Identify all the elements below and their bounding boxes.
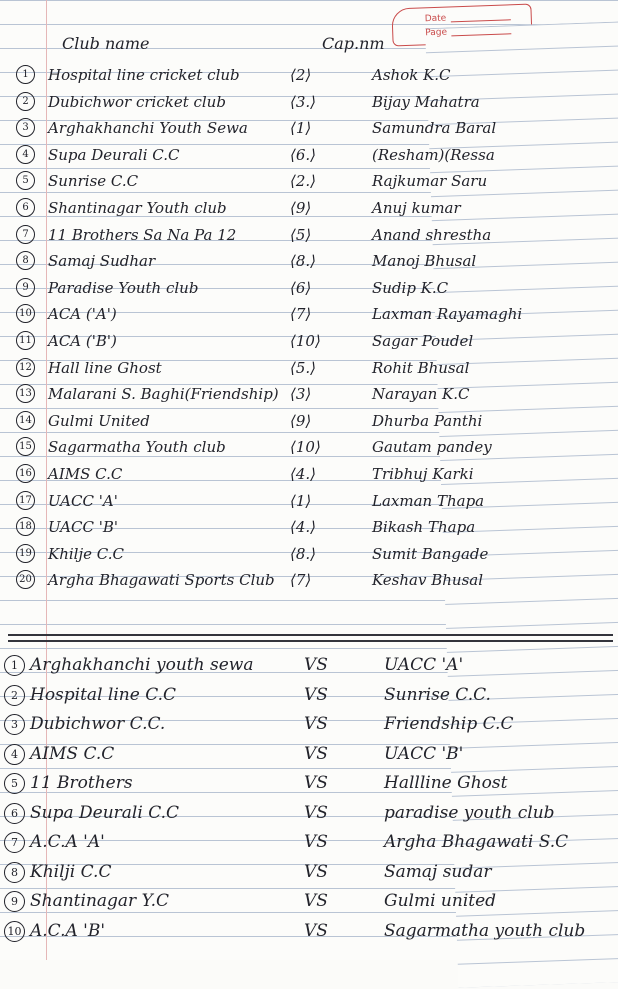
team-club-name: Samaj Sudhar bbox=[48, 252, 156, 271]
team-club-name: Sunrise C.C bbox=[48, 172, 139, 191]
fixture-vs: VS bbox=[304, 655, 328, 675]
fixture-number: 7 bbox=[4, 832, 25, 853]
team-captain: Laxman Rayamaghi bbox=[372, 305, 523, 324]
fixture-home-team: Hospital line C.C bbox=[30, 684, 177, 705]
team-number: 20 bbox=[16, 570, 35, 589]
team-captain: Gautam pandey bbox=[372, 438, 492, 457]
team-captain: Bikash Thapa bbox=[372, 518, 476, 537]
club-name-header: Club name bbox=[62, 34, 150, 53]
team-row bbox=[0, 144, 618, 166]
fixture-vs: VS bbox=[304, 802, 328, 823]
team-cap-number: ⟨10⟩ bbox=[290, 332, 321, 350]
team-number: 8 bbox=[16, 251, 35, 270]
team-row bbox=[0, 490, 618, 512]
team-row bbox=[0, 383, 618, 405]
fixture-home-team: 11 Brothers bbox=[30, 773, 133, 793]
fixture-home-team: Khilji C.C bbox=[30, 861, 112, 882]
team-cap-number: ⟨9⟩ bbox=[290, 199, 312, 217]
team-row bbox=[0, 463, 618, 485]
team-number: 10 bbox=[16, 304, 35, 323]
team-club-name: Supa Deurali C.C bbox=[48, 145, 180, 164]
team-number: 16 bbox=[16, 464, 35, 483]
fixture-vs: VS bbox=[304, 773, 328, 793]
team-club-name: Dubichwor cricket club bbox=[48, 92, 226, 111]
team-captain: Sagar Poudel bbox=[372, 332, 474, 350]
team-row bbox=[0, 64, 618, 86]
team-number: 14 bbox=[16, 411, 35, 430]
team-cap-number: ⟨4.⟩ bbox=[290, 518, 317, 537]
team-club-name: Argha Bhagawati Sports Club bbox=[48, 571, 275, 590]
fixture-row bbox=[0, 800, 618, 828]
team-number: 9 bbox=[16, 278, 35, 297]
team-row bbox=[0, 410, 618, 432]
team-row bbox=[0, 197, 618, 219]
team-cap-number: ⟨4.⟩ bbox=[290, 465, 317, 483]
team-club-name: UACC 'A' bbox=[48, 491, 118, 510]
fixture-row bbox=[0, 711, 618, 739]
team-number: 6 bbox=[16, 198, 35, 217]
fixture-number: 10 bbox=[4, 921, 25, 942]
team-captain: Bijay Mahatra bbox=[372, 92, 480, 111]
team-number: 3 bbox=[16, 118, 35, 137]
fixture-away-team: Sagarmatha youth club bbox=[384, 920, 586, 941]
fixture-row bbox=[0, 918, 618, 946]
team-row bbox=[0, 516, 618, 538]
date-label: Date bbox=[424, 13, 447, 25]
team-captain: Tribhuj Karki bbox=[372, 465, 474, 483]
team-cap-number: ⟨2⟩ bbox=[290, 66, 312, 84]
fixture-home-team: Supa Deurali C.C bbox=[30, 802, 180, 823]
team-club-name: UACC 'B' bbox=[48, 518, 119, 537]
team-number: 12 bbox=[16, 358, 35, 377]
team-cap-number: ⟨10⟩ bbox=[290, 438, 321, 457]
team-club-name: 11 Brothers Sa Na Pa 12 bbox=[48, 225, 237, 244]
team-cap-number: ⟨6⟩ bbox=[290, 278, 312, 297]
section-divider bbox=[8, 634, 613, 636]
fixture-number: 5 bbox=[4, 773, 25, 794]
team-row bbox=[0, 277, 618, 299]
fixture-home-team: A.C.A 'A' bbox=[30, 832, 105, 852]
team-row bbox=[0, 170, 618, 192]
team-club-name: ACA ('B') bbox=[48, 332, 117, 350]
team-number: 7 bbox=[16, 225, 35, 244]
team-cap-number: ⟨7⟩ bbox=[290, 305, 312, 324]
team-row bbox=[0, 543, 618, 565]
team-cap-number: ⟨2.⟩ bbox=[290, 172, 317, 191]
team-cap-number: ⟨8.⟩ bbox=[290, 252, 317, 271]
team-captain: Manoj Bhusal bbox=[372, 252, 477, 271]
fixture-home-team: A.C.A 'B' bbox=[30, 920, 106, 941]
fixture-vs: VS bbox=[304, 832, 328, 852]
fixture-away-team: UACC 'B' bbox=[384, 743, 464, 764]
cap-number-header: Cap.nm bbox=[322, 34, 385, 53]
team-captain: Anand shrestha bbox=[372, 225, 492, 244]
fixture-row bbox=[0, 829, 618, 857]
fixture-row bbox=[0, 888, 618, 916]
fixture-number: 4 bbox=[4, 744, 25, 765]
team-cap-number: ⟨1⟩ bbox=[290, 119, 312, 138]
fixture-away-team: paradise youth club bbox=[384, 802, 555, 823]
team-cap-number: ⟨3⟩ bbox=[290, 385, 312, 404]
team-number: 17 bbox=[16, 491, 35, 510]
team-cap-number: ⟨6.⟩ bbox=[290, 145, 317, 164]
fixture-vs: VS bbox=[304, 920, 328, 941]
team-number: 4 bbox=[16, 145, 35, 164]
team-number: 18 bbox=[16, 517, 35, 536]
team-cap-number: ⟨8.⟩ bbox=[290, 544, 317, 563]
team-cap-number: ⟨1⟩ bbox=[290, 491, 312, 510]
fixture-away-team: Samaj sudar bbox=[384, 861, 492, 882]
team-captain: Anuj kumar bbox=[372, 199, 461, 217]
fixture-home-team: Arghakhanchi youth sewa bbox=[30, 655, 254, 675]
fixture-number: 6 bbox=[4, 803, 25, 824]
team-captain: Dhurba Panthi bbox=[372, 411, 483, 430]
team-club-name: AIMS C.C bbox=[48, 465, 123, 483]
team-row bbox=[0, 330, 618, 352]
fixture-away-team: Sunrise C.C. bbox=[384, 684, 491, 705]
team-club-name: Sagarmatha Youth club bbox=[48, 438, 226, 457]
section-divider-2 bbox=[8, 640, 613, 642]
team-row bbox=[0, 117, 618, 139]
fixture-number: 8 bbox=[4, 862, 25, 883]
team-number: 15 bbox=[16, 437, 35, 456]
fixture-away-team: Friendship C.C bbox=[384, 714, 514, 734]
team-number: 11 bbox=[16, 331, 35, 350]
fixture-vs: VS bbox=[304, 714, 328, 734]
fixture-number: 2 bbox=[4, 685, 25, 706]
team-club-name: Gulmi United bbox=[48, 411, 150, 430]
fixture-vs: VS bbox=[304, 891, 328, 911]
team-cap-number: ⟨5.⟩ bbox=[290, 358, 317, 377]
team-captain: Sudip K.C bbox=[372, 278, 449, 297]
team-captain: Ashok K.C bbox=[372, 66, 451, 84]
team-number: 2 bbox=[16, 92, 35, 111]
team-cap-number: ⟨7⟩ bbox=[290, 571, 312, 590]
team-number: 19 bbox=[16, 544, 35, 563]
team-row bbox=[0, 436, 618, 458]
page-label: Page bbox=[425, 7, 618, 988]
team-number: 1 bbox=[16, 65, 35, 84]
date-line bbox=[451, 19, 511, 22]
team-row bbox=[0, 357, 618, 379]
fixture-vs: VS bbox=[304, 684, 328, 705]
fixture-vs: VS bbox=[304, 743, 328, 764]
fixture-away-team: Argha Bhagawati S.C bbox=[384, 832, 569, 852]
team-number: 5 bbox=[16, 171, 35, 190]
team-captain: Laxman Thapa bbox=[372, 491, 485, 510]
team-club-name: Malarani S. Baghi(Friendship) bbox=[48, 385, 279, 404]
fixture-number: 3 bbox=[4, 714, 25, 735]
team-cap-number: ⟨9⟩ bbox=[290, 411, 312, 430]
team-club-name: Hall line Ghost bbox=[48, 358, 162, 377]
team-row bbox=[0, 569, 618, 591]
team-cap-number: ⟨3.⟩ bbox=[290, 92, 317, 111]
fixture-row bbox=[0, 859, 618, 887]
fixture-number: 1 bbox=[4, 655, 25, 676]
fixture-row bbox=[0, 682, 618, 710]
team-captain: Keshav Bhusal bbox=[372, 571, 484, 590]
fixture-home-team: Shantinagar Y.C bbox=[30, 891, 170, 911]
fixture-row bbox=[0, 741, 618, 769]
team-club-name: Shantinagar Youth club bbox=[48, 199, 227, 217]
team-captain: Samundra Baral bbox=[372, 119, 497, 138]
team-captain: Narayan K.C bbox=[372, 385, 470, 404]
team-captain: Rajkumar Saru bbox=[372, 172, 488, 191]
team-number: 13 bbox=[16, 384, 35, 403]
fixture-away-team: Hallline Ghost bbox=[384, 773, 508, 793]
team-captain: Rohit Bhusal bbox=[372, 358, 470, 377]
team-club-name: Arghakhanchi Youth Sewa bbox=[48, 119, 248, 138]
fixture-away-team: UACC 'A' bbox=[384, 655, 464, 675]
team-row bbox=[0, 91, 618, 113]
team-cap-number: ⟨5⟩ bbox=[290, 225, 312, 244]
team-row bbox=[0, 224, 618, 246]
fixture-vs: VS bbox=[304, 861, 328, 882]
date-page-stamp bbox=[391, 4, 532, 47]
team-row bbox=[0, 250, 618, 272]
team-row bbox=[0, 303, 618, 325]
team-captain: Sumit Bangade bbox=[372, 544, 489, 563]
fixture-row bbox=[0, 770, 618, 798]
team-club-name: Paradise Youth club bbox=[48, 278, 199, 297]
fixture-number: 9 bbox=[4, 891, 25, 912]
team-club-name: Khilje C.C bbox=[48, 544, 124, 563]
fixture-home-team: Dubichwor C.C. bbox=[30, 714, 166, 734]
team-club-name: ACA ('A') bbox=[48, 305, 117, 324]
team-club-name: Hospital line cricket club bbox=[48, 66, 240, 84]
fixture-row bbox=[0, 652, 618, 680]
team-captain: (Resham)(Ressa bbox=[372, 145, 495, 164]
fixture-away-team: Gulmi united bbox=[384, 891, 497, 911]
fixture-home-team: AIMS C.C bbox=[30, 743, 115, 764]
